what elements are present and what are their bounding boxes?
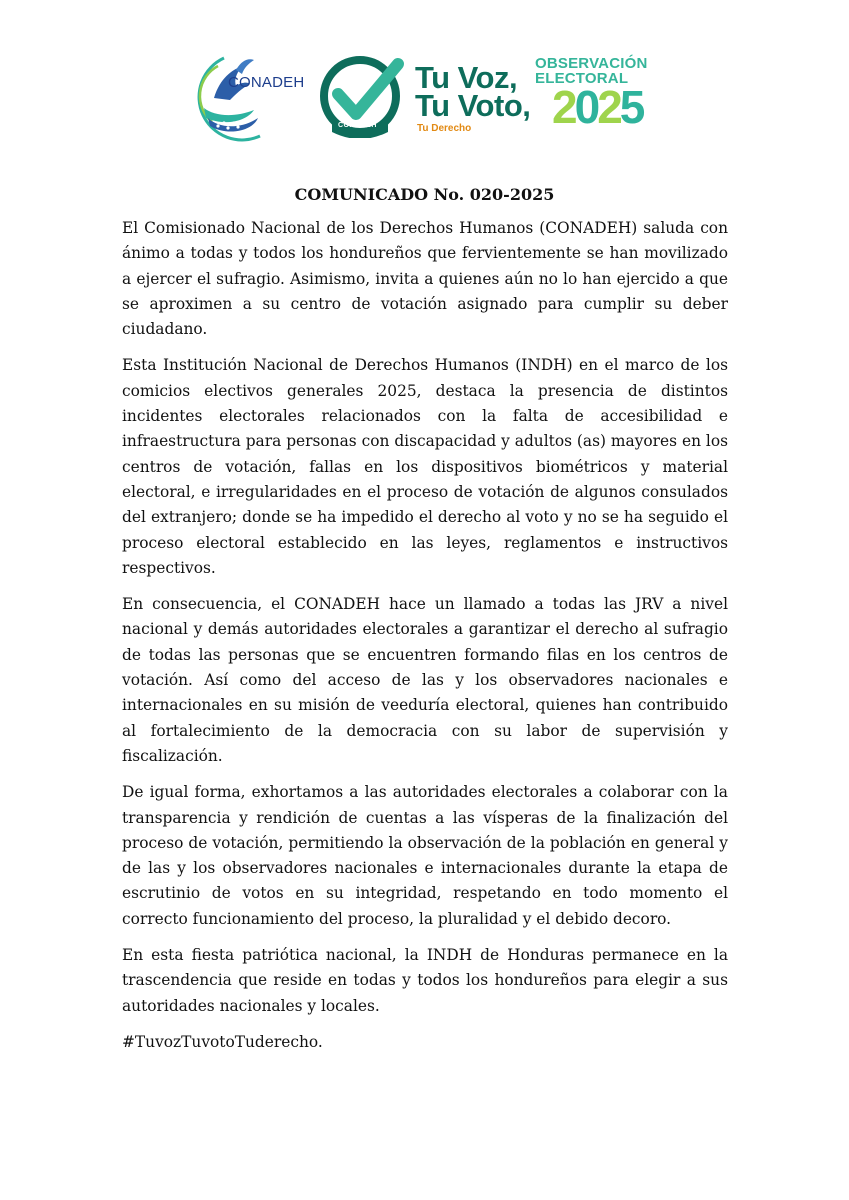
observation-title-line-2: ELECTORAL [535, 70, 629, 87]
hashtag: #TuvozTuvotoTuderecho. [122, 1032, 323, 1051]
body-paragraph-5: En esta fiesta patriótica nacional, la INDH de Honduras permanece en la trascendencia que reside en todas y todos los hondureños para elegir a sus autoridades nacionales y locales. [122, 946, 728, 1015]
year-digit: 2 [552, 81, 575, 133]
year-digit: 2 [597, 81, 620, 133]
observation-year [552, 81, 643, 133]
year-digit: 5 [619, 81, 643, 133]
conadeh-dove-logo-icon [184, 52, 314, 142]
campaign-subtitle: Tu Derecho [417, 123, 472, 134]
observation-title-line-1: OBSERVACIÓN [535, 55, 648, 72]
body-paragraph-3: En consecuencia, el CONADEH hace un llamado a todas las JRV a nivel nacional y demás autoridades electorales a garantizar el derecho al sufragio de todas las personas que se encuentren formando filas en los centros de votación. Así como del acceso de las y los observadores nacionales e internacionales en su misión de veeduría electoral, quienes han contribuido al fortalecimiento de la democracia con su labor de supervisión y fiscalización. [122, 595, 728, 765]
campaign-line-2: Tu Voto, [415, 88, 531, 123]
body-paragraph-4: De igual forma, exhortamos a las autoridades electorales a colaborar con la transparencia y rendición de cuentas a las vísperas de la finalización del proceso de votación, permitiendo la observación de la población en general y de las y los observadores nacionales e internacionales durante la etapa de escrutinio de votos en su integridad, respetando en todo momento el correcto funcionamiento del proceso, la pluralidad y el debido decoro. [122, 783, 728, 928]
body-paragraph-2: Esta Institución Nacional de Derechos Humanos (INDH) en el marco de los comicios electivos generales 2025, destaca la presencia de distintos incidentes electorales relacionados con la falta de accesibilidad e infraestructura para personas con discapacidad y adultos (as) mayores en los centros de votación, fallas en los dispositivos biométricos y material electoral, e irregularidades en el proceso de votación de algunos consulados del extranjero; donde se ha impedido el derecho al voto y no se ha seguido el proceso electoral establecido en las leyes, reglamentos e instructivos respectivos. [122, 356, 728, 577]
body-paragraph-1: El Comisionado Nacional de los Derechos Humanos (CONADEH) saluda con ánimo a todas y todos los hondureños que fervientemente se han movilizado a ejercer el sufragio. Asimismo, invita a quienes aún no lo han ejercido a que se aproximen a su centro de votación asignado para cumplir su deber ciudadano. [122, 219, 728, 339]
header-logos [0, 48, 849, 148]
year-digit: 0 [574, 81, 598, 133]
document-title: COMUNICADO No. 020-2025 [294, 185, 555, 204]
conadeh-logo-text: CONADEH [228, 74, 305, 91]
campaign-line-1: Tu Voz, [415, 60, 518, 95]
campaign-badge-text: CONADEH [338, 122, 377, 129]
document-body [122, 216, 728, 1066]
